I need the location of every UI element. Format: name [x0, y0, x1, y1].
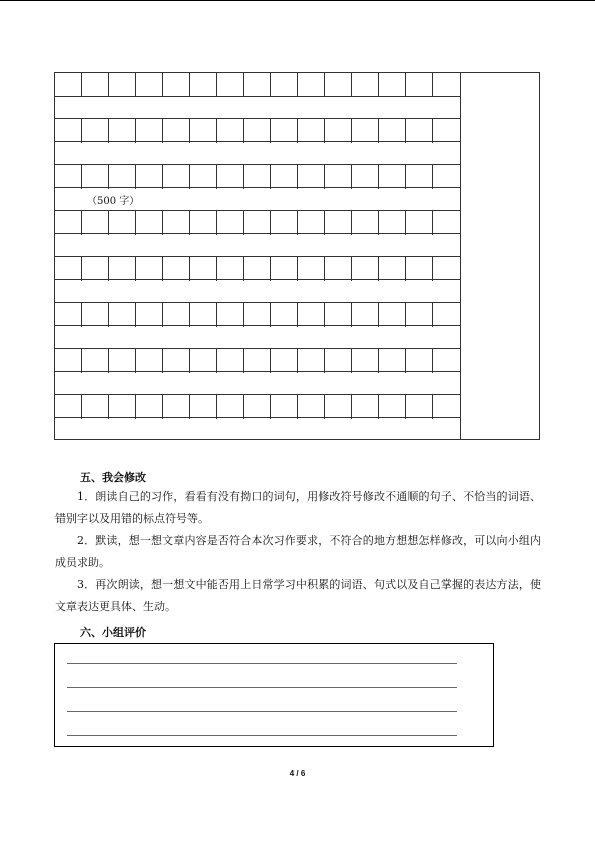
grid-cell[interactable]	[352, 257, 379, 281]
grid-cell[interactable]	[298, 73, 325, 97]
grid-cell[interactable]	[244, 119, 271, 143]
section-6-heading: 六、小组评价	[80, 626, 146, 639]
grid-cell[interactable]	[109, 257, 136, 281]
grid-cell[interactable]	[325, 257, 352, 281]
grid-cell[interactable]	[55, 211, 82, 235]
grid-cell[interactable]	[379, 73, 406, 97]
grid-cell[interactable]	[217, 349, 244, 373]
grid-cell[interactable]	[298, 165, 325, 189]
grid-cell-row	[55, 395, 460, 419]
grid-cell[interactable]	[298, 257, 325, 281]
grid-cell[interactable]	[82, 257, 109, 281]
grid-cell[interactable]	[406, 119, 433, 143]
grid-cell[interactable]	[82, 303, 109, 327]
grid-cell[interactable]	[433, 303, 460, 327]
grid-cell[interactable]	[325, 119, 352, 143]
grid-cell[interactable]	[325, 395, 352, 419]
grid-cell[interactable]	[109, 211, 136, 235]
grid-cell[interactable]	[82, 73, 109, 97]
grid-horizontal-line	[55, 233, 460, 234]
evaluation-writing-line[interactable]	[67, 687, 457, 688]
grid-cell[interactable]	[244, 395, 271, 419]
grid-cell-row	[55, 119, 460, 143]
grid-cell[interactable]	[136, 395, 163, 419]
grid-cell[interactable]	[379, 349, 406, 373]
grid-cell[interactable]	[163, 211, 190, 235]
grid-cell[interactable]	[325, 73, 352, 97]
grid-cell[interactable]	[190, 119, 217, 143]
word-count-label: （500 字）	[87, 196, 140, 207]
grid-cell[interactable]	[271, 303, 298, 327]
grid-cell[interactable]	[406, 211, 433, 235]
grid-cell[interactable]	[244, 303, 271, 327]
grid-cell[interactable]	[298, 395, 325, 419]
grid-cell[interactable]	[244, 257, 271, 281]
grid-cell[interactable]	[271, 73, 298, 97]
grid-horizontal-line	[55, 118, 460, 119]
grid-cell[interactable]	[379, 395, 406, 419]
grid-cell[interactable]	[379, 119, 406, 143]
grid-horizontal-line	[55, 96, 460, 97]
grid-cell[interactable]	[109, 303, 136, 327]
grid-cell[interactable]	[109, 395, 136, 419]
grid-cell-row	[55, 211, 460, 235]
revision-item-2: 2．默读，想一想文章内容是否符合本次习作要求，不符合的地方想想怎样修改，可以向小组内成员求助。	[55, 534, 541, 569]
grid-cell[interactable]	[163, 73, 190, 97]
grid-cell[interactable]	[82, 395, 109, 419]
revision-item-1: 1．朗读自己的习作，看看有没有拗口的词句，用修改符号修改不通顺的句子、不恰当的词语、错别字以及用错的标点符号等。	[55, 490, 541, 525]
grid-cell[interactable]	[433, 257, 460, 281]
grid-cell[interactable]	[406, 303, 433, 327]
grid-cell[interactable]	[352, 119, 379, 143]
grid-cell[interactable]	[244, 349, 271, 373]
revision-item-3: 3．再次朗读，想一想文中能否用上日常学习中积累的词语、句式以及自己掌握的表达方法，使文章表达更具体、生动。	[55, 578, 541, 613]
grid-cell[interactable]	[55, 165, 82, 189]
grid-cell[interactable]	[163, 119, 190, 143]
grid-cell[interactable]	[163, 303, 190, 327]
grid-cell-row	[55, 303, 460, 327]
grid-cell[interactable]	[244, 211, 271, 235]
grid-cell[interactable]	[217, 211, 244, 235]
grid-cell[interactable]	[406, 395, 433, 419]
grid-cell[interactable]	[325, 349, 352, 373]
grid-cell[interactable]	[244, 73, 271, 97]
grid-margin-divider	[460, 73, 461, 439]
page-number: 4 / 6	[289, 769, 306, 778]
grid-cell[interactable]	[325, 303, 352, 327]
grid-horizontal-line	[55, 279, 460, 280]
grid-cell[interactable]	[109, 165, 136, 189]
grid-cell[interactable]	[163, 349, 190, 373]
grid-cell[interactable]	[433, 211, 460, 235]
writing-grid	[54, 72, 540, 440]
grid-cell[interactable]	[55, 349, 82, 373]
grid-cell[interactable]	[298, 349, 325, 373]
grid-cell[interactable]	[190, 349, 217, 373]
grid-cell[interactable]	[433, 73, 460, 97]
grid-cell[interactable]	[109, 119, 136, 143]
grid-cell[interactable]	[109, 349, 136, 373]
grid-cell[interactable]	[433, 349, 460, 373]
section-5-heading: 五、我会修改	[80, 471, 146, 484]
grid-cell[interactable]	[136, 257, 163, 281]
grid-cell[interactable]	[271, 165, 298, 189]
grid-cell[interactable]	[217, 395, 244, 419]
grid-cell-row	[55, 73, 460, 97]
grid-cell[interactable]	[352, 303, 379, 327]
grid-cell[interactable]	[352, 211, 379, 235]
page-top-rule	[0, 0, 595, 1]
evaluation-writing-line[interactable]	[67, 663, 457, 664]
grid-cell[interactable]	[352, 395, 379, 419]
grid-cell[interactable]	[163, 257, 190, 281]
grid-cell[interactable]	[217, 165, 244, 189]
evaluation-writing-line[interactable]	[67, 735, 457, 736]
grid-cell[interactable]	[406, 349, 433, 373]
grid-cell-row	[55, 257, 460, 281]
grid-cell[interactable]	[190, 73, 217, 97]
grid-cell[interactable]	[433, 119, 460, 143]
grid-cell[interactable]	[136, 165, 163, 189]
grid-cell[interactable]	[379, 211, 406, 235]
evaluation-writing-line[interactable]	[67, 711, 457, 712]
grid-horizontal-line	[55, 348, 460, 349]
grid-cell[interactable]	[217, 303, 244, 327]
grid-cell[interactable]	[379, 165, 406, 189]
grid-cell[interactable]	[136, 73, 163, 97]
grid-horizontal-line	[55, 325, 460, 326]
grid-cell[interactable]	[433, 165, 460, 189]
grid-cell[interactable]	[271, 119, 298, 143]
grid-cell[interactable]	[379, 257, 406, 281]
grid-cell[interactable]	[136, 211, 163, 235]
grid-cell[interactable]	[433, 395, 460, 419]
grid-cell[interactable]	[82, 119, 109, 143]
grid-cell[interactable]	[379, 303, 406, 327]
grid-horizontal-line	[55, 187, 460, 188]
grid-cell[interactable]	[82, 165, 109, 189]
grid-cell[interactable]	[352, 73, 379, 97]
grid-cell[interactable]	[109, 73, 136, 97]
grid-cell[interactable]	[55, 73, 82, 97]
grid-cell[interactable]	[190, 211, 217, 235]
grid-cell[interactable]	[352, 349, 379, 373]
grid-cell[interactable]	[190, 257, 217, 281]
grid-cell[interactable]	[325, 165, 352, 189]
grid-cell[interactable]	[298, 119, 325, 143]
grid-cell[interactable]	[406, 257, 433, 281]
grid-cell[interactable]	[163, 165, 190, 189]
grid-cell[interactable]	[406, 165, 433, 189]
grid-cell[interactable]	[55, 119, 82, 143]
grid-cell[interactable]	[55, 395, 82, 419]
group-evaluation-box	[54, 643, 494, 747]
grid-cell[interactable]	[190, 165, 217, 189]
grid-cell[interactable]	[325, 211, 352, 235]
grid-cell[interactable]	[136, 303, 163, 327]
grid-cell[interactable]	[271, 211, 298, 235]
grid-cell[interactable]	[298, 303, 325, 327]
grid-cell[interactable]	[136, 119, 163, 143]
grid-cell[interactable]	[406, 73, 433, 97]
grid-cell[interactable]	[271, 349, 298, 373]
grid-cell[interactable]	[82, 349, 109, 373]
grid-cell[interactable]	[271, 395, 298, 419]
grid-cell[interactable]	[163, 395, 190, 419]
grid-horizontal-line	[55, 302, 460, 303]
grid-cell[interactable]	[190, 395, 217, 419]
grid-cell[interactable]	[217, 257, 244, 281]
grid-cell[interactable]	[136, 349, 163, 373]
grid-cell[interactable]	[271, 257, 298, 281]
grid-horizontal-line	[55, 371, 460, 372]
grid-horizontal-line	[55, 210, 460, 211]
grid-cell[interactable]	[82, 211, 109, 235]
grid-cell[interactable]	[217, 73, 244, 97]
grid-horizontal-line	[55, 256, 460, 257]
grid-cell[interactable]	[55, 303, 82, 327]
grid-cell[interactable]	[217, 119, 244, 143]
grid-cell[interactable]	[244, 165, 271, 189]
grid-cell[interactable]	[55, 257, 82, 281]
grid-horizontal-line	[55, 417, 460, 418]
grid-cell[interactable]	[352, 165, 379, 189]
grid-cell-row	[55, 349, 460, 373]
grid-horizontal-line	[55, 141, 460, 142]
grid-horizontal-line	[55, 394, 460, 395]
grid-horizontal-line	[55, 164, 460, 165]
grid-cell-row	[55, 165, 460, 189]
grid-cell[interactable]	[298, 211, 325, 235]
grid-cell[interactable]	[190, 303, 217, 327]
